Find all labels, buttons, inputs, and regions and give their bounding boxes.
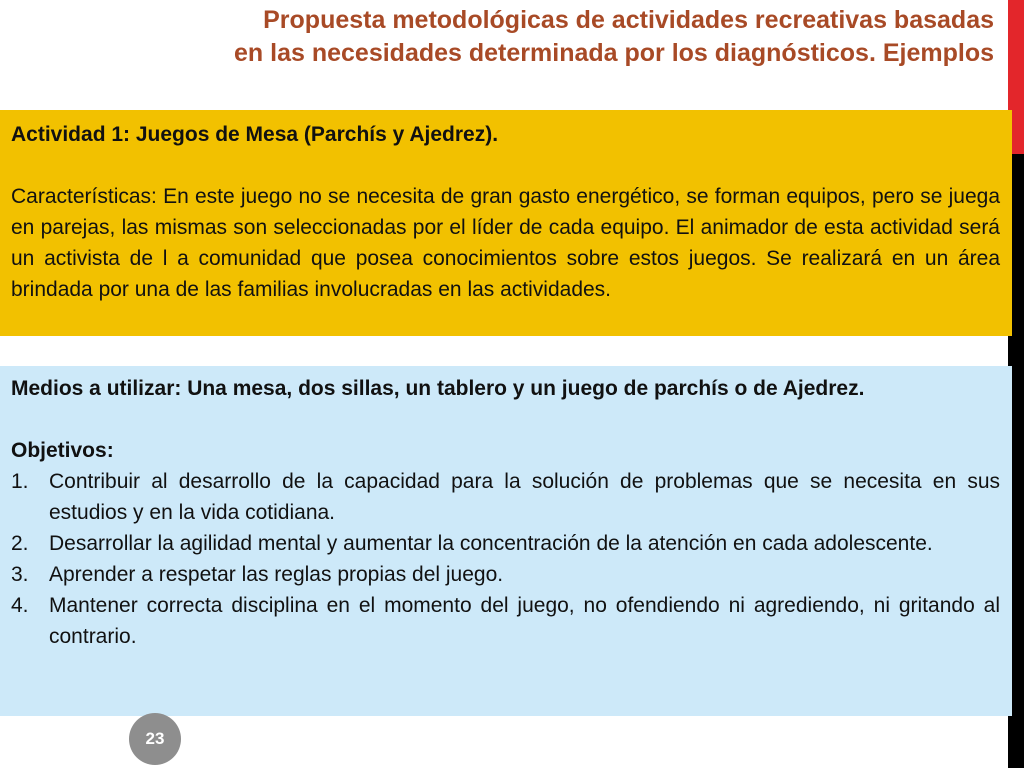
- media-text: Medios a utilizar: Una mesa, dos sillas, un tablero y un juego de parchís o de Ajedrez.: [11, 377, 865, 400]
- objective-text: Aprender a respetar las reglas propias del juego.: [49, 563, 504, 586]
- media-objectives-box: [0, 366, 1012, 716]
- page-number-badge: 23: [129, 713, 181, 765]
- slide-title: Propuesta metodológicas de actividades recreativas basadas en las necesidades determinada por los diagnósticos. Ejemplos: [234, 6, 994, 67]
- objective-text: Mantener correcta disciplina en el momento del juego, no ofendiendo ni agrediendo, ni gritando al contrario.: [49, 594, 1000, 648]
- objective-item-2: [11, 528, 1000, 559]
- objective-number: 3.: [11, 563, 29, 586]
- objective-number: 4.: [11, 594, 29, 617]
- activity-box: [0, 110, 1012, 336]
- objective-item-3: [11, 559, 1000, 590]
- objective-text: Desarrollar la agilidad mental y aumentar la concentración de la atención en cada adolescente.: [49, 532, 933, 555]
- objective-text: Contribuir al desarrollo de la capacidad para la solución de problemas que se necesita en sus estudios y en la vida cotidiana.: [49, 470, 1000, 524]
- objective-item-4: [11, 590, 1000, 652]
- objective-number: 2.: [11, 532, 29, 555]
- activity-description: Características: En este juego no se necesita de gran gasto energético, se forman equipos, pero se juega en parejas, las mismas son seleccionadas por el líder de cada equipo. El animador de esta actividad será un activista de l a comunidad que posea conocimientos sobre estos juegos. Se realizará en un área brindada por una de las familias involucradas en las actividades.: [11, 185, 1000, 301]
- objectives-heading: Objetivos:: [11, 439, 114, 462]
- objective-number: 1.: [11, 470, 29, 493]
- objectives-list: [11, 466, 1000, 652]
- objective-item-1: [11, 466, 1000, 528]
- activity-heading: Actividad 1: Juegos de Mesa (Parchís y Ajedrez).: [11, 123, 499, 146]
